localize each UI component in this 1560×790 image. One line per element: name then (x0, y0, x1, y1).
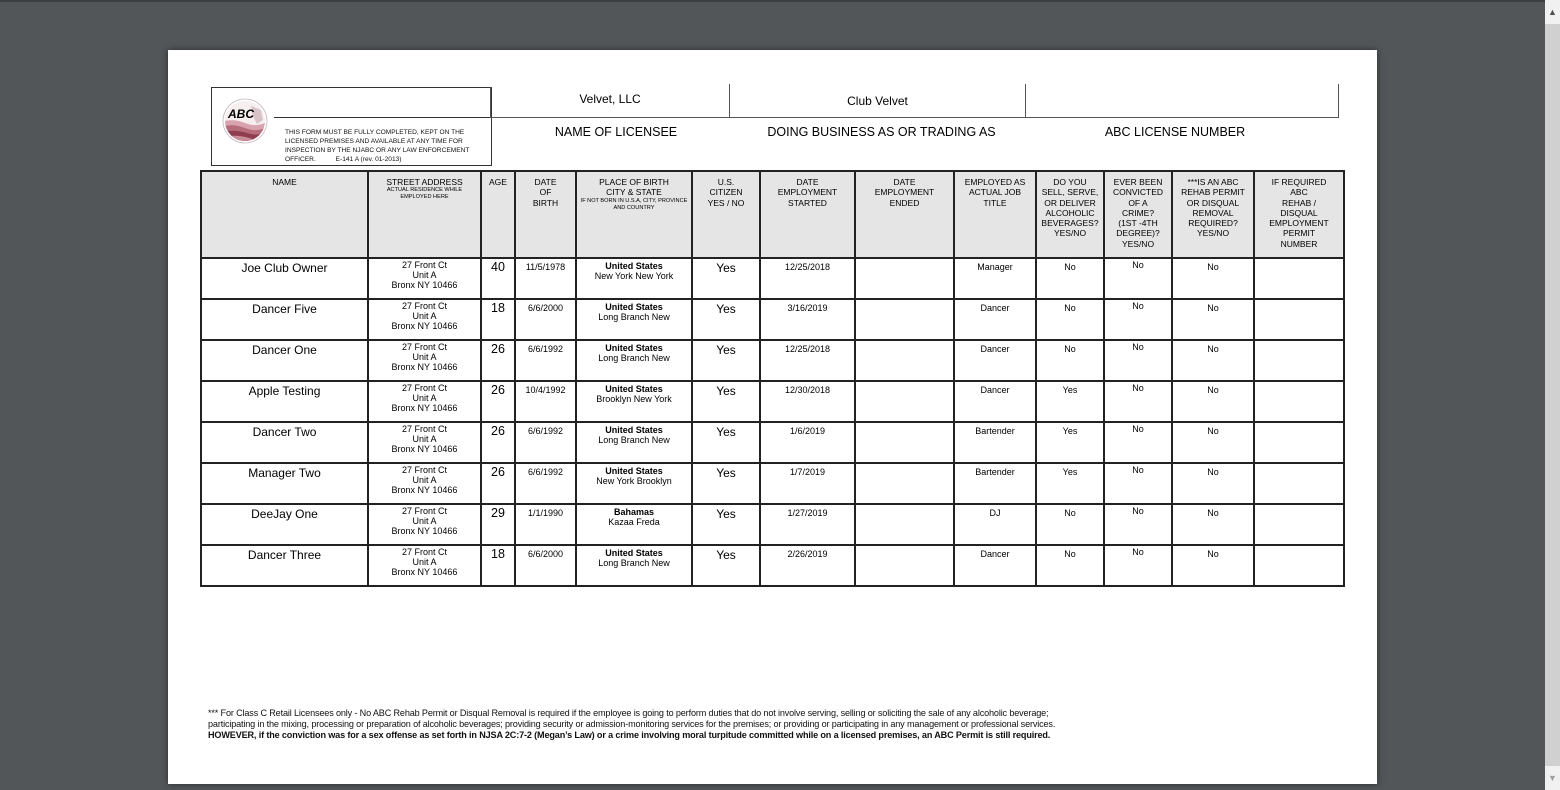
cell-job-title (954, 258, 1036, 299)
convicted-text: No (1132, 342, 1144, 352)
vertical-scrollbar[interactable] (1545, 0, 1560, 790)
cell-us-citizen (692, 422, 760, 463)
cell-date-ended (855, 340, 954, 381)
cell-rehab-required (1172, 545, 1254, 586)
us-citizen-text: Yes (716, 261, 736, 275)
table-header-row (201, 171, 1344, 258)
sell-serve-text: No (1064, 508, 1076, 518)
header-rule (491, 117, 1339, 118)
table-row (201, 340, 1344, 381)
address-text: Unit A (412, 515, 437, 526)
date-started-text: 1/6/2019 (789, 426, 826, 436)
date-started-text: 1/27/2019 (787, 508, 828, 518)
date-started-text: 1/7/2019 (789, 467, 826, 477)
header-sell-serve: DO YOU SELL, SERVE, OR DELIVER ALCOHOLIC BEVERAGES? YES/NO (1036, 171, 1104, 258)
table-row (201, 381, 1344, 422)
table-row (201, 545, 1344, 586)
cell-rehab-required (1172, 422, 1254, 463)
job-title-text: Bartender (975, 426, 1015, 436)
cell-date-started (760, 258, 855, 299)
name-text: Dancer One (252, 343, 317, 357)
cell-place-of-birth (576, 258, 692, 299)
birth-country: United States (605, 548, 663, 558)
cell-date-started (760, 504, 855, 545)
address-text: 27 Front Ct (401, 260, 448, 270)
dob-text: 1/1/1990 (527, 508, 564, 518)
header-date-ended: DATE EMPLOYMENT ENDED (855, 171, 954, 258)
cell-rehab-required (1172, 340, 1254, 381)
header-job-title: EMPLOYED AS ACTUAL JOB TITLE (954, 171, 1036, 258)
cell-name (201, 463, 368, 504)
birth-city-state: Long Branch New (598, 312, 670, 322)
header-pob-sub: IF NOT BORN IN U.S.A, CITY, PROVINCE AND COUNTRY (580, 197, 688, 211)
license-number-label: ABC LICENSE NUMBER (1104, 125, 1246, 139)
form-id: E-141 A (rev. 01-2013) (335, 156, 402, 163)
employee-table (200, 170, 1345, 587)
rehab-required-text: No (1207, 508, 1219, 518)
address-text: Unit A (412, 269, 437, 280)
address-text: 27 Front Ct (401, 301, 448, 311)
cell-permit-number (1254, 340, 1344, 381)
cell-convicted (1104, 258, 1172, 299)
job-title-text: Dancer (980, 549, 1010, 559)
birth-city-state: Kazaa Freda (608, 517, 660, 527)
cell-place-of-birth (576, 463, 692, 504)
chevron-down-icon: ▼ (1548, 772, 1557, 783)
dob-text: 6/6/2000 (527, 549, 564, 559)
rehab-required-text: No (1207, 262, 1219, 272)
age-text: 18 (491, 301, 505, 315)
cell-dob (515, 381, 576, 422)
cell-name (201, 258, 368, 299)
toolbar-shadow (0, 0, 1545, 2)
cell-date-ended (855, 504, 954, 545)
cell-address (368, 340, 481, 381)
cell-date-ended (855, 545, 954, 586)
convicted-text: No (1132, 465, 1144, 475)
header-address-sub: ACTUAL RESIDENCE WHILE EMPLOYED HERE (386, 187, 463, 201)
cell-age (481, 545, 515, 586)
cell-age (481, 463, 515, 504)
cell-job-title (954, 422, 1036, 463)
cell-date-ended (855, 258, 954, 299)
rehab-required-text: No (1207, 426, 1219, 436)
cell-name (201, 504, 368, 545)
birth-country: United States (605, 384, 663, 394)
sell-serve-text: No (1064, 344, 1076, 354)
cell-convicted (1104, 545, 1172, 586)
birth-city-state: New York Brooklyn (596, 476, 672, 486)
dob-text: 6/6/1992 (527, 344, 564, 354)
cell-permit-number (1254, 463, 1344, 504)
cell-dob (515, 463, 576, 504)
address-text: Bronx NY 10466 (391, 361, 458, 372)
cell-us-citizen (692, 504, 760, 545)
cell-us-citizen (692, 340, 760, 381)
header-date-started: DATE EMPLOYMENT STARTED (760, 171, 855, 258)
licensee-name-value: Velvet, LLC (579, 92, 641, 106)
cell-age (481, 299, 515, 340)
sell-serve-text: No (1064, 262, 1076, 272)
age-text: 29 (491, 506, 505, 520)
date-started-text: 12/25/2018 (784, 344, 831, 354)
age-text: 26 (491, 465, 505, 479)
header-age: AGE (481, 171, 515, 258)
birth-country: Bahamas (613, 507, 655, 517)
name-text: Dancer Five (252, 302, 317, 316)
rehab-required-text: No (1207, 344, 1219, 354)
us-citizen-text: Yes (716, 548, 736, 562)
birth-country: United States (605, 466, 663, 476)
cell-date-started (760, 381, 855, 422)
cell-sell-serve (1036, 422, 1104, 463)
cell-age (481, 258, 515, 299)
cell-date-ended (855, 299, 954, 340)
cell-address (368, 504, 481, 545)
sell-serve-text: Yes (1062, 467, 1078, 477)
cell-job-title (954, 299, 1036, 340)
form-notice (285, 128, 490, 164)
age-text: 26 (491, 424, 505, 438)
address-text: Unit A (412, 433, 437, 444)
cell-sell-serve (1036, 258, 1104, 299)
cell-name (201, 422, 368, 463)
header-rehab-required: ***IS AN ABC REHAB PERMIT OR DISQUAL REMOVAL REQUIRED? YES/NO (1172, 171, 1254, 258)
address-text: 27 Front Ct (401, 547, 448, 557)
job-title-text: Dancer (980, 303, 1010, 313)
cell-place-of-birth (576, 504, 692, 545)
pdf-page (168, 50, 1377, 784)
job-title-text: DJ (989, 508, 1001, 518)
footnote-line-1: *** For Class C Retail Licensees only - No ABC Rehab Permit or Disqual Removal is required if the employee is going to perform duties that do not involve serving, selling or soliciting the sale of any alcoholic beverage; (208, 708, 1049, 718)
age-text: 26 (491, 383, 505, 397)
cell-date-started (760, 463, 855, 504)
convicted-text: No (1132, 383, 1144, 393)
address-text: Unit A (412, 474, 437, 485)
name-text: DeeJay One (251, 507, 318, 521)
cell-rehab-required (1172, 381, 1254, 422)
cell-age (481, 422, 515, 463)
birth-city-state: Long Branch New (598, 558, 670, 568)
cell-permit-number (1254, 504, 1344, 545)
footnote-line-2: participating in the mixing, processing or preparation of alcoholic beverages; providing security or admission-monitoring services for the premises; or providing or participating in any management or professional services. (208, 719, 1056, 729)
cell-permit-number (1254, 422, 1344, 463)
cell-sell-serve (1036, 504, 1104, 545)
cell-date-ended (855, 381, 954, 422)
table-row (201, 504, 1344, 545)
cell-rehab-required (1172, 504, 1254, 545)
address-text: Unit A (412, 556, 437, 567)
date-started-text: 2/26/2019 (787, 549, 828, 559)
cell-date-started (760, 422, 855, 463)
cell-us-citizen (692, 258, 760, 299)
cell-dob (515, 340, 576, 381)
sell-serve-text: No (1064, 303, 1076, 313)
address-text: Bronx NY 10466 (391, 484, 458, 495)
address-text: 27 Front Ct (401, 342, 448, 352)
cell-date-started (760, 545, 855, 586)
cell-sell-serve (1036, 381, 1104, 422)
date-started-text: 3/16/2019 (787, 303, 828, 313)
cell-rehab-required (1172, 463, 1254, 504)
header-us-citizen: U.S. CITIZEN YES / NO (692, 171, 760, 258)
rehab-required-text: No (1207, 549, 1219, 559)
cell-dob (515, 504, 576, 545)
header-divider (1025, 84, 1026, 118)
cell-job-title (954, 504, 1036, 545)
age-text: 40 (491, 260, 505, 274)
sell-serve-text: No (1064, 549, 1076, 559)
address-text: Bronx NY 10466 (391, 402, 458, 413)
header-address: STREET ADDRESS ACTUAL RESIDENCE WHILE EMPLOYED HERE (368, 171, 481, 258)
cell-job-title (954, 545, 1036, 586)
cell-us-citizen (692, 545, 760, 586)
address-text: 27 Front Ct (401, 424, 448, 434)
address-text: 27 Front Ct (401, 383, 448, 393)
job-title-text: Dancer (980, 344, 1010, 354)
header-permit-number: IF REQUIRED ABC REHAB / DISQUAL EMPLOYMENT PERMIT NUMBER (1254, 171, 1344, 258)
cell-job-title (954, 463, 1036, 504)
cell-dob (515, 258, 576, 299)
cell-convicted (1104, 422, 1172, 463)
header-dob: DATE OF BIRTH (515, 171, 576, 258)
convicted-text: No (1132, 301, 1144, 311)
birth-country: United States (605, 302, 663, 312)
cell-rehab-required (1172, 258, 1254, 299)
address-text: 27 Front Ct (401, 465, 448, 475)
job-title-text: Manager (977, 262, 1013, 272)
cell-sell-serve (1036, 463, 1104, 504)
svg-text:ABC: ABC (228, 107, 254, 121)
date-started-text: 12/30/2018 (784, 385, 831, 395)
cell-address (368, 381, 481, 422)
header-name: NAME (201, 171, 368, 258)
name-text: Manager Two (248, 466, 321, 480)
sell-serve-text: Yes (1062, 385, 1078, 395)
cell-us-citizen (692, 381, 760, 422)
birth-city-state: Brooklyn New York (596, 394, 672, 404)
convicted-text: No (1132, 506, 1144, 516)
birth-country: United States (605, 261, 663, 271)
dob-text: 6/6/1992 (527, 426, 564, 436)
dob-text: 6/6/2000 (527, 303, 564, 313)
dba-value: Club Velvet (847, 94, 908, 108)
cell-name (201, 381, 368, 422)
cell-address (368, 463, 481, 504)
dob-text: 11/5/1978 (525, 262, 566, 272)
name-text: Dancer Two (252, 425, 317, 439)
cell-place-of-birth (576, 422, 692, 463)
cell-convicted (1104, 463, 1172, 504)
cell-place-of-birth (576, 545, 692, 586)
job-title-text: Dancer (980, 385, 1010, 395)
cell-name (201, 299, 368, 340)
cell-address (368, 545, 481, 586)
us-citizen-text: Yes (716, 302, 736, 316)
table-row (201, 422, 1344, 463)
dob-text: 6/6/1992 (527, 467, 564, 477)
cell-permit-number (1254, 299, 1344, 340)
convicted-text: No (1132, 424, 1144, 434)
address-text: 27 Front Ct (401, 506, 448, 516)
birth-city-state: Long Branch New (598, 353, 670, 363)
job-title-text: Bartender (975, 467, 1015, 477)
cell-age (481, 381, 515, 422)
cell-convicted (1104, 299, 1172, 340)
birth-country: United States (605, 343, 663, 353)
cell-permit-number (1254, 258, 1344, 299)
cell-address (368, 422, 481, 463)
cell-date-started (760, 299, 855, 340)
cell-name (201, 545, 368, 586)
cell-convicted (1104, 340, 1172, 381)
cell-age (481, 504, 515, 545)
form-notice-box (211, 87, 492, 166)
rehab-required-text: No (1207, 467, 1219, 477)
signature-line (274, 117, 491, 118)
cell-convicted (1104, 504, 1172, 545)
abc-seal-logo (221, 96, 269, 144)
convicted-text: No (1132, 547, 1144, 557)
cell-permit-number (1254, 545, 1344, 586)
address-text: Bronx NY 10466 (391, 320, 458, 331)
birth-city-state: Long Branch New (598, 435, 670, 445)
name-text: Joe Club Owner (241, 261, 328, 275)
cell-age (481, 340, 515, 381)
sell-serve-text: Yes (1062, 426, 1078, 436)
cell-place-of-birth (576, 340, 692, 381)
cell-convicted (1104, 381, 1172, 422)
footnote-line-3: HOWEVER, if the conviction was for a sex offense as set forth in NJSA 2C:7-2 (Megan’s Law) or a crime involving moral turpitude committed while on a licensed premises, an ABC Permit is still required. (208, 730, 1051, 740)
convicted-text: No (1132, 260, 1144, 270)
cell-date-ended (855, 463, 954, 504)
address-text: Bronx NY 10466 (391, 525, 458, 536)
cell-sell-serve (1036, 545, 1104, 586)
cell-dob (515, 422, 576, 463)
cell-dob (515, 545, 576, 586)
header-divider (1338, 84, 1339, 118)
cell-job-title (954, 340, 1036, 381)
us-citizen-text: Yes (716, 425, 736, 439)
chevron-up-icon: ▲ (1548, 6, 1557, 17)
address-text: Unit A (412, 310, 437, 321)
notice-text: THIS FORM MUST BE FULLY COMPLETED, KEPT ON THE LICENSED PREMISES AND AVAILABLE AT ANY TIME FOR INSPECTION BY THE NJABC OR ANY LAW ENFORCEMENT OFFICER. (285, 129, 470, 163)
age-text: 18 (491, 547, 505, 561)
cell-address (368, 299, 481, 340)
cell-dob (515, 299, 576, 340)
age-text: 26 (491, 342, 505, 356)
header-place-of-birth: PLACE OF BIRTH CITY & STATE IF NOT BORN IN U.S.A, CITY, PROVINCE AND COUNTRY (576, 171, 692, 258)
dob-text: 10/4/1992 (525, 385, 566, 395)
cell-place-of-birth (576, 381, 692, 422)
cell-sell-serve (1036, 299, 1104, 340)
cell-us-citizen (692, 463, 760, 504)
cell-sell-serve (1036, 340, 1104, 381)
dba-label: DOING BUSINESS AS OR TRADING AS (767, 125, 996, 139)
us-citizen-text: Yes (716, 384, 736, 398)
table-row (201, 299, 1344, 340)
licensee-name-label: NAME OF LICENSEE (554, 125, 678, 139)
cell-place-of-birth (576, 299, 692, 340)
cell-date-started (760, 340, 855, 381)
address-text: Unit A (412, 392, 437, 403)
cell-job-title (954, 381, 1036, 422)
footnote (208, 708, 1208, 741)
birth-country: United States (605, 425, 663, 435)
cell-address (368, 258, 481, 299)
address-text: Bronx NY 10466 (391, 566, 458, 577)
us-citizen-text: Yes (716, 343, 736, 357)
scroll-up-button[interactable] (1545, 0, 1560, 24)
scroll-down-button[interactable] (1545, 766, 1560, 790)
date-started-text: 12/25/2018 (784, 262, 831, 272)
cell-us-citizen (692, 299, 760, 340)
us-citizen-text: Yes (716, 466, 736, 480)
cell-permit-number (1254, 381, 1344, 422)
address-text: Bronx NY 10466 (391, 443, 458, 454)
table-row (201, 463, 1344, 504)
birth-city-state: New York New York (594, 271, 674, 281)
cell-rehab-required (1172, 299, 1254, 340)
name-text: Dancer Three (247, 548, 322, 562)
us-citizen-text: Yes (716, 507, 736, 521)
address-text: Unit A (412, 351, 437, 362)
rehab-required-text: No (1207, 385, 1219, 395)
name-text: Apple Testing (248, 384, 321, 398)
address-text: Bronx NY 10466 (391, 279, 458, 290)
rehab-required-text: No (1207, 303, 1219, 313)
table-row (201, 258, 1344, 299)
cell-name (201, 340, 368, 381)
header-convicted: EVER BEEN CONVICTED OF A CRIME? (1ST -4TH DEGREE)? YES/NO (1104, 171, 1172, 258)
cell-date-ended (855, 422, 954, 463)
